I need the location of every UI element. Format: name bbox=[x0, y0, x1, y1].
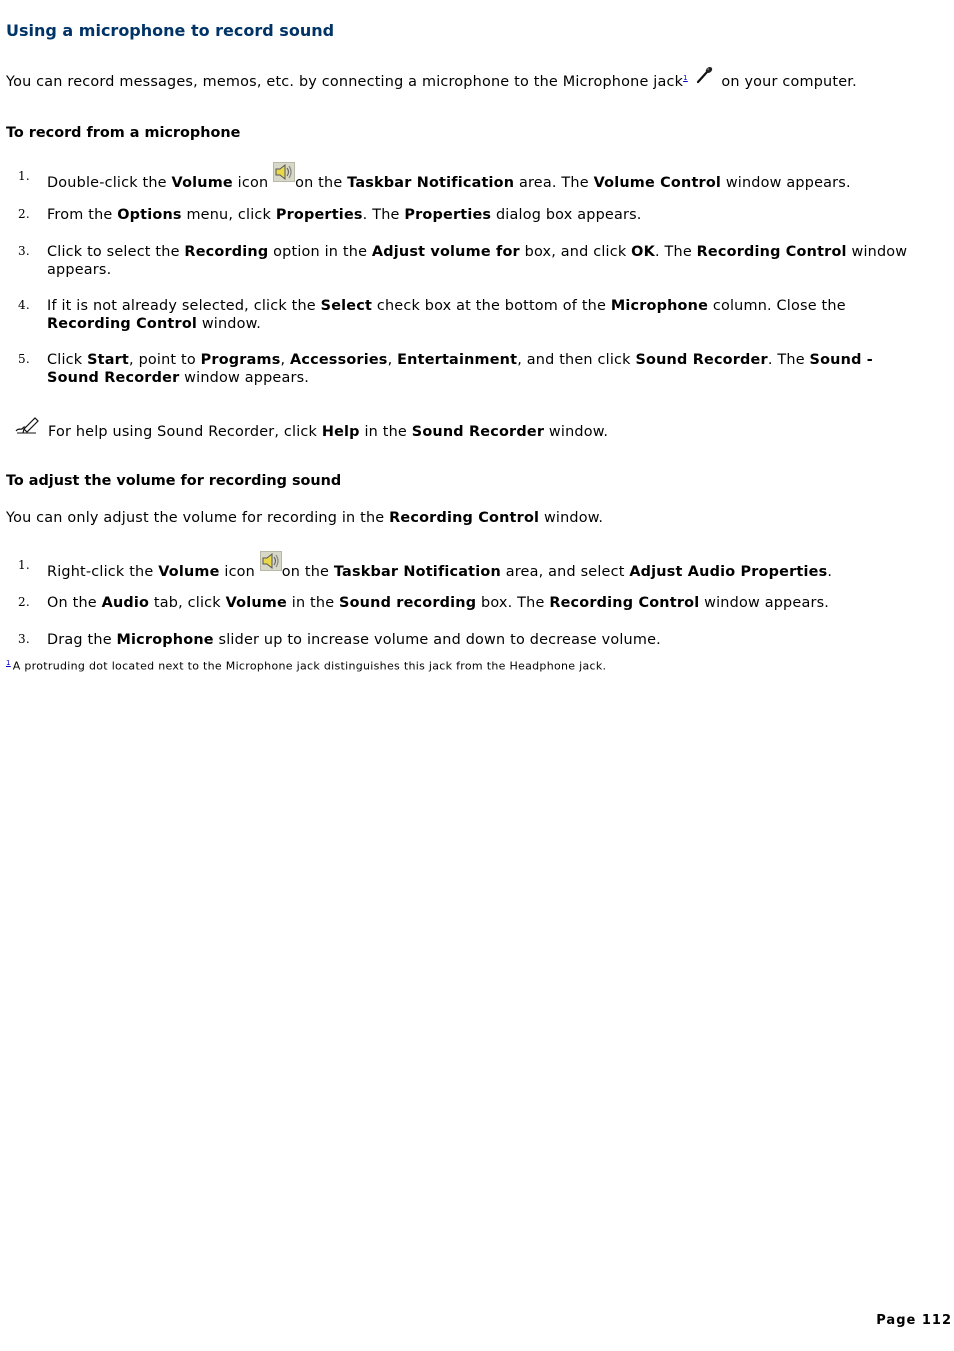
volume-icon bbox=[273, 162, 295, 182]
bold-term: Sound - Sound Recorder bbox=[47, 352, 873, 386]
text-run: . The bbox=[654, 244, 697, 260]
text-run: box, and click bbox=[519, 244, 632, 260]
text-run: . The bbox=[767, 352, 810, 368]
bold-term: Recording Control bbox=[47, 316, 198, 332]
step-number: 1. bbox=[18, 558, 30, 572]
bold-term: Taskbar Notification bbox=[347, 175, 515, 191]
step-text bbox=[47, 297, 916, 333]
text-run: window appears. bbox=[699, 595, 830, 611]
text-run: box. The bbox=[476, 595, 550, 611]
text-run: Drag the bbox=[47, 632, 117, 648]
text-run: From the bbox=[47, 207, 118, 223]
text-run: Double-click the bbox=[47, 175, 172, 191]
step-text bbox=[47, 168, 916, 192]
bold-term: Accessories bbox=[290, 352, 388, 368]
step-text bbox=[47, 206, 916, 224]
text-run: , bbox=[387, 352, 398, 368]
list-item bbox=[6, 557, 916, 581]
bold-term: Adjust volume for bbox=[371, 244, 520, 260]
step-text bbox=[47, 243, 916, 279]
text-run: You can only adjust the volume for recording in the bbox=[6, 510, 390, 526]
text-run: in the bbox=[359, 424, 412, 440]
bold-term: Properties bbox=[404, 207, 492, 223]
text-run: Click bbox=[47, 352, 88, 368]
bold-term: Programs bbox=[200, 352, 281, 368]
list-item bbox=[6, 631, 916, 649]
footnote-ref[interactable]: 1 bbox=[6, 659, 11, 667]
footnote-text: A protruding dot located next to the Microphone jack distinguishes this jack from the Headphone jack. bbox=[12, 659, 607, 673]
text-run: option in the bbox=[268, 244, 372, 260]
bold-term: Start bbox=[87, 352, 130, 368]
text-run: area. The bbox=[514, 175, 594, 191]
section-heading-record: To record from a microphone bbox=[6, 125, 241, 141]
list-item bbox=[6, 351, 916, 387]
intro-text-end: on your computer. bbox=[716, 74, 857, 90]
text-run: menu, click bbox=[181, 207, 276, 223]
text-run: , bbox=[280, 352, 291, 368]
text-run: Click to select the bbox=[47, 244, 185, 260]
text-run: , point to bbox=[129, 352, 201, 368]
step-text bbox=[47, 631, 916, 649]
text-run: window. bbox=[539, 510, 604, 526]
text-run: On the bbox=[47, 595, 102, 611]
text-run: on the bbox=[295, 175, 348, 191]
text-run: window appears. bbox=[47, 244, 908, 278]
note-text bbox=[48, 424, 608, 440]
text-run: For help using Sound Recorder, click bbox=[48, 424, 322, 440]
text-run: on the bbox=[281, 564, 334, 580]
step-number: 3. bbox=[18, 632, 30, 646]
text-run: window. bbox=[197, 316, 262, 332]
text-run: area, and select bbox=[500, 564, 630, 580]
bold-term: Properties bbox=[275, 207, 363, 223]
bold-term: Microphone bbox=[610, 298, 709, 314]
step-text bbox=[47, 594, 916, 612]
text-run: Right-click the bbox=[47, 564, 159, 580]
bold-term: Recording bbox=[184, 244, 269, 260]
bold-term: Audio bbox=[101, 595, 150, 611]
list-item bbox=[6, 594, 916, 612]
text-run: icon bbox=[232, 175, 274, 191]
help-note bbox=[14, 416, 608, 440]
step-number: 2. bbox=[18, 207, 30, 221]
bold-term: Volume bbox=[158, 564, 220, 580]
text-run: dialog box appears. bbox=[491, 207, 642, 223]
bold-term: Select bbox=[320, 298, 373, 314]
text-run: . bbox=[827, 564, 833, 580]
page-title: Using a microphone to record sound bbox=[6, 21, 335, 40]
step-number: 2. bbox=[18, 595, 30, 609]
bold-term: Entertainment bbox=[397, 352, 518, 368]
text-run: check box at the bottom of the bbox=[372, 298, 611, 314]
note-pen-icon bbox=[14, 416, 40, 434]
list-item bbox=[6, 297, 916, 333]
bold-term: Recording Control bbox=[389, 510, 540, 526]
step-text bbox=[47, 557, 916, 581]
bold-term: Microphone bbox=[116, 632, 214, 648]
intro-paragraph bbox=[6, 66, 857, 90]
intro-text: You can record messages, memos, etc. by connecting a microphone to the Microphone jack bbox=[6, 74, 684, 90]
adjust-paragraph bbox=[6, 510, 603, 526]
bold-term: Recording Control bbox=[549, 595, 700, 611]
bold-term: Sound Recorder bbox=[411, 424, 545, 440]
text-run: column. Close the bbox=[708, 298, 846, 314]
bold-term: Adjust Audio Properties bbox=[629, 564, 828, 580]
text-run: window appears. bbox=[179, 370, 310, 386]
list-item bbox=[6, 168, 916, 192]
bold-term: Sound recording bbox=[339, 595, 477, 611]
bold-term: Volume bbox=[171, 175, 233, 191]
step-number: 5. bbox=[18, 352, 30, 366]
text-run: , and then click bbox=[517, 352, 636, 368]
step-text bbox=[47, 351, 916, 387]
list-item bbox=[6, 206, 916, 224]
bold-term: Volume Control bbox=[593, 175, 722, 191]
step-number: 3. bbox=[18, 244, 30, 258]
bold-term: Taskbar Notification bbox=[333, 564, 501, 580]
text-run: window. bbox=[544, 424, 609, 440]
section-heading-adjust: To adjust the volume for recording sound bbox=[6, 473, 342, 489]
text-run: . The bbox=[362, 207, 405, 223]
bold-term: Help bbox=[321, 424, 360, 440]
step-number: 4. bbox=[18, 298, 30, 312]
footnote bbox=[6, 659, 606, 673]
text-run: icon bbox=[219, 564, 260, 580]
page-number: Page 112 bbox=[876, 1313, 952, 1328]
bold-term: OK bbox=[631, 244, 655, 260]
step-number: 1. bbox=[18, 169, 30, 183]
microphone-icon bbox=[695, 66, 715, 84]
text-run: window appears. bbox=[721, 175, 851, 191]
text-run: tab, click bbox=[149, 595, 226, 611]
bold-term: Volume bbox=[225, 595, 287, 611]
text-run: If it is not already selected, click the bbox=[47, 298, 321, 314]
text-run: in the bbox=[286, 595, 340, 611]
volume-icon bbox=[260, 551, 282, 571]
bold-term: Recording Control bbox=[696, 244, 847, 260]
list-item bbox=[6, 243, 916, 279]
bold-term: Options bbox=[117, 207, 182, 223]
footnote-link[interactable]: 1 bbox=[683, 74, 688, 83]
text-run: slider up to increase volume and down to decrease volume. bbox=[213, 632, 661, 648]
bold-term: Sound Recorder bbox=[635, 352, 768, 368]
